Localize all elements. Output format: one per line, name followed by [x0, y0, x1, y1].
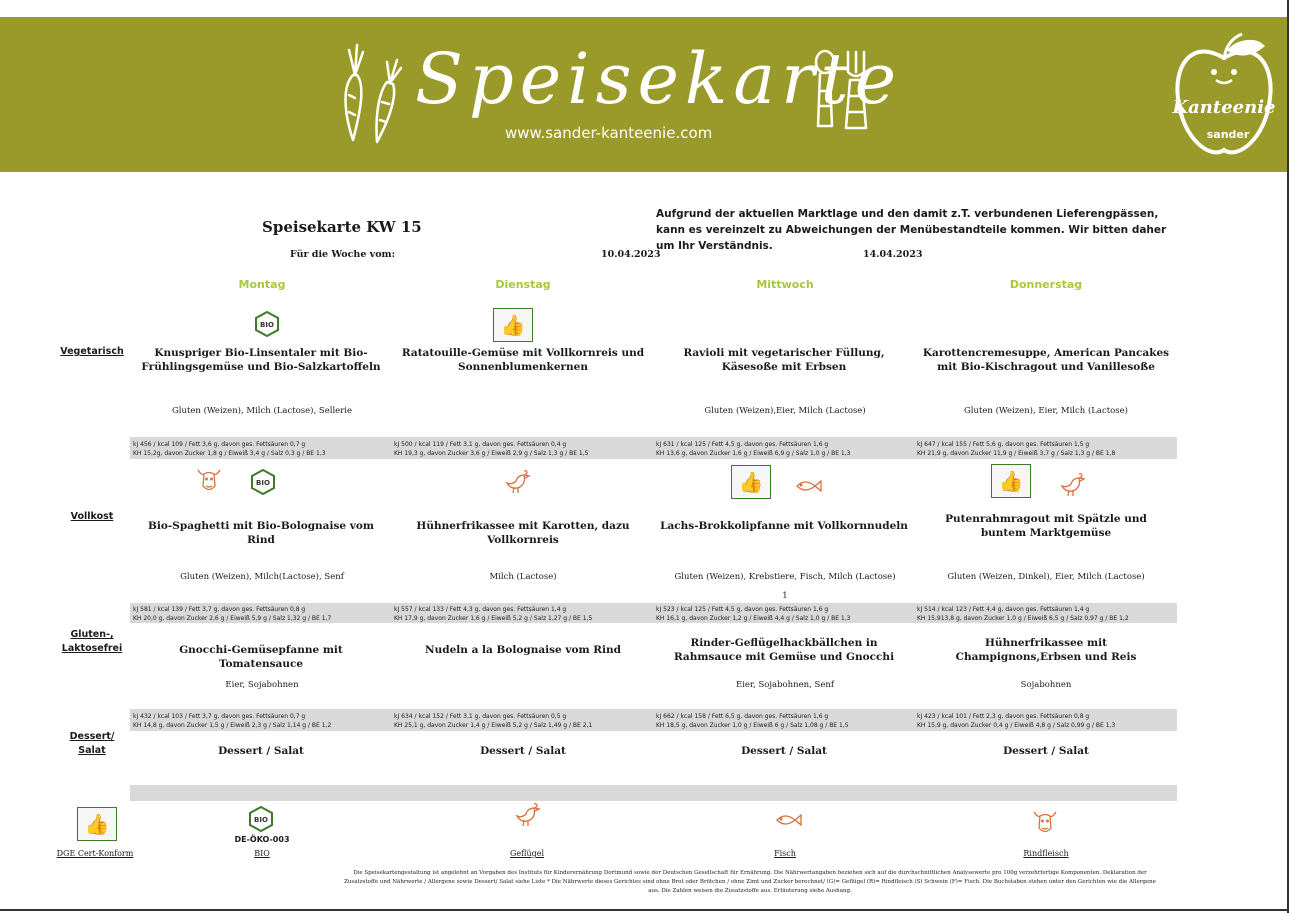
dish-vollkost-mittwoch: Lachs-Brokkolipfanne mit Vollkornnudeln [660, 520, 908, 532]
week-title: Speisekarte KW 15 [262, 218, 422, 236]
legend-bio: BIO [254, 849, 270, 858]
svg-text:BIO: BIO [260, 321, 274, 329]
chicken-icon [502, 467, 532, 495]
dish-vegetarisch-donnerstag: Karottencremesuppe, American Pancakes mit Bio-Kischragout und Vanillesoße [922, 347, 1170, 373]
dish-glutenfrei-montag: Gnocchi-Gemüsepfanne mit Tomatensauce [179, 644, 343, 670]
dish-dessert-dienstag: Dessert / Salat [480, 745, 566, 757]
nutrition-glutenfrei-mittwoch: kJ 662 / kcal 158 / Fett 6,5 g, davon ges. Fettsäuren 1,6 g KH 18,5 g, davon Zucker 1,0 g / Eiweiß 6 g / Salz 1,08 g / BE 1,5 [656, 713, 849, 729]
chicken-icon [1057, 470, 1087, 498]
allergens-glutenfrei-donnerstag: Sojabohnen [1020, 680, 1072, 690]
dish-vollkost-montag: Bio-Spaghetti mit Bio-Bolognaise vom Rind [148, 520, 374, 546]
nutrition-vegetarisch-mittwoch: kJ 631 / kcal 125 / Fett 4,5 g, davon ges. Fettsäuren 1,6 g KH 13,6 g, davon Zucker 1,6 g / Eiweiß 6,9 g / Salz 1,0 g / BE 1,3 [656, 441, 851, 457]
nutrition-vegetarisch-dienstag: kJ 500 / kcal 119 / Fett 3,1 g, davon ges. Fettsäuren 0,4 g KH 19,3 g, davon Zucker 3,6 g / Eiweiß 2,9 g / Salz 1,3 g / BE 1,5 [394, 441, 589, 457]
allergens-glutenfrei-montag: Eier, Sojabohnen [225, 680, 299, 690]
nutrition-glutenfrei-dienstag: kJ 634 / kcal 152 / Fett 3,1 g, davon ges. Fettsäuren 0,5 g KH 25,1 g, davon Zucker 1,4 g / Eiweiß 5,2 g / Salz 1,49 g / BE 2,1 [394, 713, 593, 729]
category-dessert-line2: Salat [78, 745, 106, 756]
legend-gefluegel: Geflügel [509, 849, 545, 858]
nutrition-glutenfrei-donnerstag: kJ 423 / kcal 101 / Fett 2,3 g, davon ges. Fettsäuren 0,8 g KH 15,9 g, davon Zucker 0,4 g / Eiweiß 4,8 g / Salz 0,99 g / BE 1,3 [917, 713, 1116, 729]
dish-vollkost-dienstag: Hühnerfrikassee mit Karotten, dazu Vollkornreis [416, 520, 630, 546]
nutrition-vollkost-dienstag: kJ 557 / kcal 133 / Fett 4,3 g, davon ges. Fettsäuren 1,4 g KH 17,9 g, davon Zucker 1,6 g / Eiweiß 5,2 g / Salz 1,27 g / BE 1,5 [394, 606, 593, 622]
dish-glutenfrei-donnerstag: Hühnerfrikassee mit Champignons,Erbsen und Reis [955, 637, 1137, 663]
bio-badge-icon [254, 311, 280, 337]
dish-vollkost-donnerstag: Putenrahmragout mit Spätzle und buntem Marktgemüse [945, 513, 1147, 539]
nutrition-vollkost-montag: kJ 581 / kcal 139 / Fett 3,7 g, davon ges. Fettsäuren 0,8 g KH 20,0 g, davon Zucker 2,6 g / Eiweiß 5,9 g / Salz 1,32 g / BE 1,7 [133, 606, 332, 622]
thumbs-up-icon: 👍 [991, 464, 1031, 498]
nutrition-bar-dessert [130, 785, 1177, 801]
category-glutenfrei-line1: Gluten-, [70, 629, 114, 640]
thumbs-up-icon: 👍 [77, 807, 117, 841]
thumbs-up-icon: 👍 [731, 465, 771, 499]
nutrition-glutenfrei-montag: kJ 432 / kcal 103 / Fett 3,7 g, davon ges. Fettsäuren 0,7 g KH 14,8 g, davon Zucker 1,5 g / Eiweiß 2,3 g / Salz 1,14 g / BE 1,2 [133, 713, 332, 729]
category-dessert [52, 730, 132, 758]
legend-dge: DGE Cert-Konform [56, 849, 134, 858]
dish-glutenfrei-dienstag: Nudeln a la Bolognaise vom Rind [425, 644, 621, 656]
fish-icon [793, 472, 823, 500]
legend-rind: Rindfleisch [1023, 849, 1069, 858]
date-to: 14.04.2023 [863, 249, 923, 260]
nutrition-vollkost-donnerstag: kJ 514 / kcal 123 / Fett 4,4 g, davon ges. Fettsäuren 1,4 g KH 15,913,8 g, davon Zucker 1,0 g / Eiweiß 6,5 g / Salz 0,97 g / BE 1,2 [917, 606, 1129, 622]
category-dessert-line1: Dessert/ [69, 731, 115, 742]
legend-bio-code: DE-ÖKO-003 [234, 835, 290, 844]
dish-dessert-montag: Dessert / Salat [218, 745, 304, 757]
chicken-icon [512, 800, 542, 828]
allergens-glutenfrei-mittwoch: Eier, Sojabohnen, Senf [735, 680, 835, 690]
nutrition-vegetarisch-donnerstag: kJ 647 / kcal 155 / Fett 5,6 g, davon ges. Fettsäuren 1,5 g KH 21,9 g, davon Zucker 11,9 g / Eiweiß 3,7 g / Salz 1,3 g / BE 1,8 [917, 441, 1116, 457]
allergens-vegetarisch-montag: Gluten (Weizen), Milch (Lactose), Sellerie [171, 406, 353, 416]
dish-dessert-donnerstag: Dessert / Salat [1003, 745, 1089, 757]
category-vollkost: Vollkost [70, 511, 114, 522]
page-title: Speisekarte [415, 38, 903, 120]
dish-vegetarisch-montag: Knuspriger Bio-Linsentaler mit Bio-Frühlingsgemüse und Bio-Salzkartoffeln [141, 347, 381, 373]
week-label: Für die Woche vom: [290, 249, 396, 260]
footnote-marker: 1 [782, 591, 788, 601]
cutlery-icon [808, 46, 878, 136]
bio-badge-icon [248, 806, 274, 832]
page-border-right [1287, 0, 1289, 913]
thumbs-up-icon: 👍 [493, 308, 533, 342]
day-header-mittwoch: Mittwoch [756, 278, 814, 291]
allergens-vollkost-donnerstag: Gluten (Weizen, Dinkel), Eier, Milch (Lactose) [947, 572, 1145, 582]
allergens-vegetarisch-mittwoch: Gluten (Weizen),Eier, Milch (Lactose) [704, 406, 866, 416]
carrot-icon [335, 40, 410, 150]
kanteenie-logo [1170, 28, 1278, 162]
category-glutenfrei-line2: Laktosefrei [61, 643, 123, 654]
dish-glutenfrei-mittwoch: Rinder-Geflügelhackbällchen in Rahmsauce mit Gemüse und Gnocchi [673, 637, 895, 663]
dish-vegetarisch-mittwoch: Ravioli mit vegetarischer Füllung, Käsesoße mit Erbsen [683, 347, 885, 373]
supply-notice: Aufgrund der aktuellen Marktlage und den damit z.T. verbundenen Lieferengpässen, kann es vereinzelt zu Abweichungen der Menübestandteile kommen. Wir bitten daher um Ihr Verständnis. [656, 208, 1167, 252]
date-from: 10.04.2023 [601, 249, 661, 260]
legend-fisch: Fisch [774, 849, 796, 858]
dish-vegetarisch-dienstag: Ratatouille-Gemüse mit Vollkornreis und Sonnenblumenkernen [401, 347, 645, 373]
fish-icon [773, 806, 803, 834]
allergens-vollkost-dienstag: Milch (Lactose) [489, 572, 557, 582]
beef-icon [1030, 808, 1060, 836]
footnote: Die Speisekartengestaltung ist angelehnt an Vorgaben des Instituts für Kinderernährung Dortmund sowie der Deutschen Gesellschaft für Ernährung. Die Nährwertangaben beziehen sich auf die durchschnittlichen Analysewerte pro 100g verzehrfertige Komponenten. Deklaration der Zusatzstoffe und Nährwerte / Allergene sowie Dessert/ Salat siehe Liste * Die Nährwerte dieses Gerichtes sind ohne Brot oder Brötchen / ohne Zimt und Zucker berechnet/ (G)= Geflügel (R)= Rindfleisch (S) Schwein (F)= Fisch. Die Buchstaben stehen unter den Gerichten wie die Allergene aus. Die Zahlen weisen die Zusatzstoffe aus. Erläuterung siehe Aushang. [344, 870, 1156, 894]
day-header-montag: Montag [238, 278, 286, 291]
nutrition-vegetarisch-montag: kJ 456 / kcal 109 / Fett 3,6 g, davon ges. Fettsäuren 0,7 g KH 15,2g, davon Zucker 1,8 g / Eiweiß 3,4 g / Salz 0,3 g / BE 1,3 [133, 441, 326, 457]
allergens-vollkost-montag: Gluten (Weizen), Milch(Lactose), Senf [180, 572, 344, 582]
svg-text:BIO: BIO [256, 479, 270, 487]
svg-text:BIO: BIO [254, 816, 268, 824]
day-header-donnerstag: Donnerstag [1009, 278, 1083, 291]
page-border-bottom [0, 909, 1289, 911]
logo-text: Kanteenie [1172, 97, 1276, 118]
category-glutenfrei [52, 628, 132, 656]
website-link[interactable]: www.sander-kanteenie.com [505, 124, 713, 142]
logo-sub: sander [1206, 128, 1250, 141]
allergens-vollkost-mittwoch: Gluten (Weizen), Krebstiere, Fisch, Milch (Lactose) [674, 572, 896, 582]
day-header-dienstag: Dienstag [495, 278, 551, 291]
category-vegetarisch: Vegetarisch [60, 346, 124, 357]
beef-icon [194, 466, 224, 494]
dish-dessert-mittwoch: Dessert / Salat [741, 745, 827, 757]
nutrition-vollkost-mittwoch: kJ 523 / kcal 125 / Fett 4,5 g, davon ges. Fettsäuren 1,6 g KH 16,1 g, davon Zucker 1,2 g / Eiweiß 4,4 g / Salz 1,0 g / BE 1,3 [656, 606, 851, 622]
allergens-vegetarisch-donnerstag: Gluten (Weizen), Eier, Milch (Lactose) [963, 406, 1128, 416]
bio-badge-icon [250, 469, 276, 495]
